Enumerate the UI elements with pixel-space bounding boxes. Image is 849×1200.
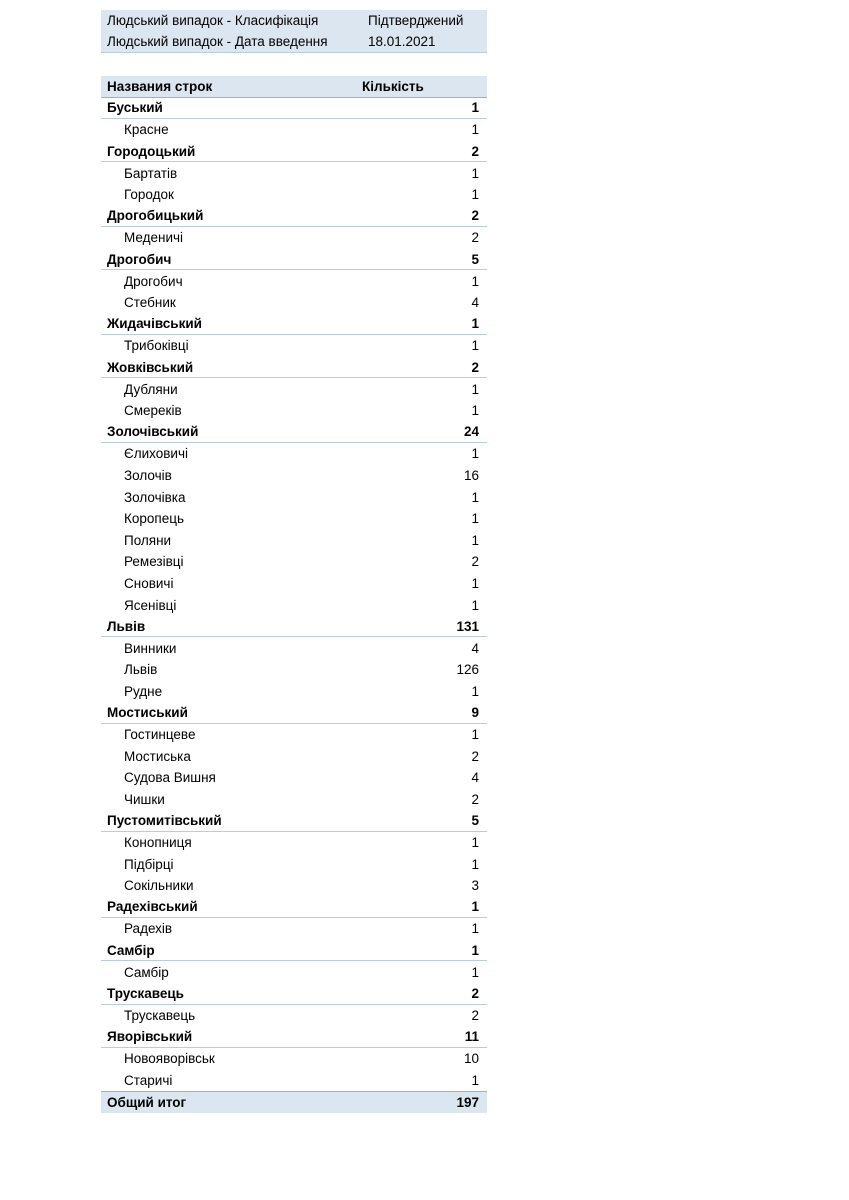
- item-count: 1: [471, 489, 479, 505]
- item-name: Гостинцеве: [124, 727, 196, 743]
- group-name: Дрогобицький: [107, 208, 204, 224]
- item-name: Бартатів: [124, 165, 178, 181]
- item-row: [101, 659, 487, 681]
- item-row: [101, 1005, 487, 1027]
- item-row: [101, 1069, 487, 1091]
- pivot-header: [101, 76, 487, 98]
- item-count: 1: [471, 338, 479, 354]
- item-name: Красне: [124, 122, 169, 138]
- item-row: [101, 961, 487, 983]
- filter-label: Людський випадок - Класифікація: [107, 13, 319, 28]
- item-count: 1: [471, 856, 479, 872]
- group-row[interactable]: [101, 702, 487, 724]
- item-row: [101, 853, 487, 875]
- item-count: 126: [456, 662, 479, 678]
- group-row[interactable]: [101, 422, 487, 444]
- item-count: 3: [471, 878, 479, 894]
- grand-total-value: 197: [456, 1094, 479, 1110]
- item-row: [101, 724, 487, 746]
- item-row: [101, 573, 487, 595]
- item-name: Поляни: [124, 532, 172, 548]
- item-count: 2: [471, 554, 479, 570]
- item-count: 1: [471, 727, 479, 743]
- item-row: [101, 508, 487, 530]
- item-count: 1: [471, 532, 479, 548]
- item-count: 2: [471, 791, 479, 807]
- group-name: Яворівський: [107, 1028, 193, 1044]
- item-count: 1: [471, 964, 479, 980]
- item-row: [101, 227, 487, 249]
- group-name: Золочівський: [107, 424, 199, 440]
- group-total: 2: [471, 359, 479, 375]
- group-total: 5: [471, 812, 479, 828]
- filter-row-classification: [101, 10, 487, 31]
- item-name: Сновичі: [124, 575, 174, 591]
- item-row: [101, 486, 487, 508]
- item-count: 1: [471, 187, 479, 203]
- group-total: 1: [471, 316, 479, 332]
- item-count: 2: [471, 748, 479, 764]
- item-row: [101, 1048, 487, 1070]
- grand-total-row: [101, 1091, 487, 1113]
- group-total: 9: [471, 705, 479, 721]
- item-row: [101, 335, 487, 357]
- rows-label-header: Названия строк: [107, 78, 213, 94]
- item-count: 1: [471, 273, 479, 289]
- item-row: [101, 292, 487, 314]
- group-name: Пустомитівський: [107, 812, 222, 828]
- group-total: 1: [471, 899, 479, 915]
- pivot-table: [101, 76, 487, 1113]
- item-name: Рудне: [124, 683, 163, 699]
- group-row[interactable]: [101, 983, 487, 1005]
- group-name: Жидачівський: [107, 316, 202, 332]
- item-count: 1: [471, 597, 479, 613]
- group-row[interactable]: [101, 98, 487, 120]
- item-row: [101, 184, 487, 206]
- item-name: Трускавець: [124, 1007, 196, 1023]
- group-total: 1: [471, 942, 479, 958]
- item-row: [101, 637, 487, 659]
- item-name: Золочівка: [124, 489, 186, 505]
- item-count: 1: [471, 683, 479, 699]
- item-name: Підбірці: [124, 856, 174, 872]
- item-row: [101, 918, 487, 940]
- group-name: Жовківський: [107, 359, 194, 375]
- item-row: [101, 378, 487, 400]
- item-name: Дрогобич: [124, 273, 183, 289]
- item-row: [101, 551, 487, 573]
- item-name: Дубляни: [124, 381, 178, 397]
- group-row[interactable]: [101, 897, 487, 919]
- item-name: Чишки: [124, 791, 165, 807]
- group-total: 2: [471, 208, 479, 224]
- item-name: Городок: [124, 187, 174, 203]
- group-row[interactable]: [101, 940, 487, 962]
- item-count: 1: [471, 1072, 479, 1088]
- item-count: 16: [463, 467, 479, 483]
- item-name: Ремезівці: [124, 554, 184, 570]
- item-name: Львів: [124, 662, 158, 678]
- item-name: Судова Вишня: [124, 770, 216, 786]
- item-count: 10: [463, 1051, 479, 1067]
- item-row: [101, 465, 487, 487]
- item-count: 4: [471, 295, 479, 311]
- item-row: [101, 529, 487, 551]
- item-name: Старичі: [124, 1072, 173, 1088]
- item-name: Коропець: [124, 511, 184, 527]
- group-row[interactable]: [101, 616, 487, 638]
- group-total: 1: [471, 100, 479, 116]
- group-name: Дрогобич: [107, 251, 172, 267]
- item-count: 4: [471, 640, 479, 656]
- item-name: Радехів: [124, 921, 173, 937]
- item-count: 1: [471, 511, 479, 527]
- filter-row-date: [101, 31, 487, 52]
- group-total: 11: [464, 1028, 479, 1044]
- item-count: 1: [471, 403, 479, 419]
- group-name: Трускавець: [107, 985, 184, 1001]
- group-name: Радехівський: [107, 899, 198, 915]
- item-count: 1: [471, 122, 479, 138]
- item-name: Трибоківці: [124, 338, 189, 354]
- item-row: [101, 832, 487, 854]
- item-row: [101, 594, 487, 616]
- item-row: [101, 745, 487, 767]
- item-name: Стебник: [124, 295, 176, 311]
- item-name: Золочів: [124, 467, 172, 483]
- item-row: [101, 789, 487, 811]
- group-row[interactable]: [101, 314, 487, 336]
- item-name: Конопниця: [124, 835, 192, 851]
- pivot-body: [101, 98, 487, 1091]
- group-name: Буський: [107, 100, 163, 116]
- group-name: Мостиський: [107, 705, 188, 721]
- item-name: Сокільники: [124, 878, 194, 894]
- group-row[interactable]: [101, 1026, 487, 1048]
- group-total: 2: [471, 143, 479, 159]
- group-name: Городоцький: [107, 143, 196, 159]
- item-row: [101, 400, 487, 422]
- filter-value: Підтверджений: [368, 13, 464, 28]
- group-row[interactable]: [101, 206, 487, 228]
- item-count: 1: [471, 381, 479, 397]
- item-name: Меденичі: [124, 230, 184, 246]
- item-row: [101, 270, 487, 292]
- item-row: [101, 443, 487, 465]
- item-row: [101, 767, 487, 789]
- group-total: 2: [471, 985, 479, 1001]
- item-row: [101, 162, 487, 184]
- item-row: [101, 119, 487, 141]
- group-row[interactable]: [101, 141, 487, 163]
- item-count: 2: [471, 1007, 479, 1023]
- item-count: 1: [471, 575, 479, 591]
- item-row: [101, 681, 487, 703]
- item-row: [101, 875, 487, 897]
- item-name: Самбір: [124, 964, 169, 980]
- group-total: 24: [463, 424, 479, 440]
- item-count: 1: [471, 835, 479, 851]
- item-count: 1: [471, 165, 479, 181]
- item-name: Новояворівськ: [124, 1051, 215, 1067]
- item-count: 1: [471, 921, 479, 937]
- item-name: Мостиська: [124, 748, 191, 764]
- item-count: 2: [471, 230, 479, 246]
- item-count: 4: [471, 770, 479, 786]
- item-name: Єлиховичі: [124, 446, 188, 462]
- count-header: Кількість: [362, 78, 424, 94]
- item-name: Винники: [124, 640, 177, 656]
- report-filters: [101, 10, 487, 53]
- group-row[interactable]: [101, 810, 487, 832]
- group-name: Львів: [107, 618, 146, 634]
- filter-value: 18.01.2021: [368, 34, 436, 49]
- group-total: 5: [471, 251, 479, 267]
- filter-label: Людський випадок - Дата введення: [107, 34, 328, 49]
- group-name: Самбір: [107, 942, 155, 958]
- group-row[interactable]: [101, 249, 487, 271]
- item-count: 1: [471, 446, 479, 462]
- group-row[interactable]: [101, 357, 487, 379]
- grand-total-label: Общий итог: [107, 1094, 187, 1110]
- item-name: Смереків: [124, 403, 182, 419]
- item-name: Ясенівці: [124, 597, 177, 613]
- group-total: 131: [456, 618, 479, 634]
